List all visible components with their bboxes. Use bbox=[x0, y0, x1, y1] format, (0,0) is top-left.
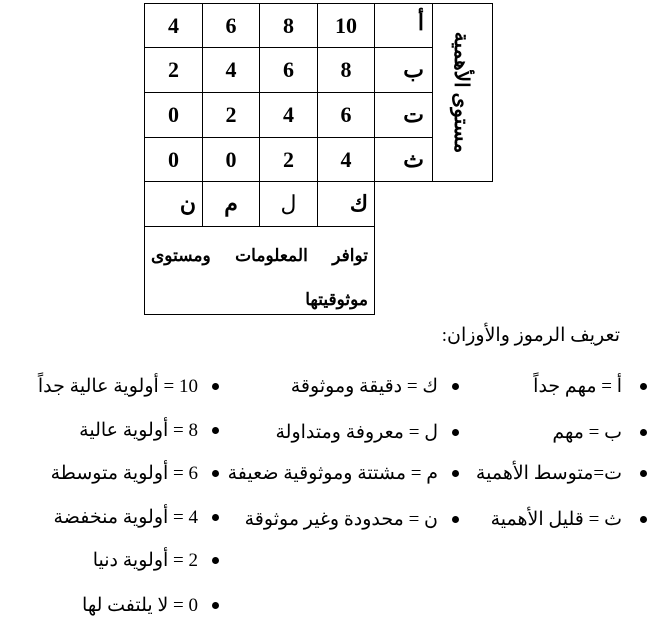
legend-item: ك = دقيقة وموثوقة bbox=[291, 375, 459, 398]
legend-item: أ = مهم جداً bbox=[533, 375, 647, 398]
legend-item: ل = معروفة ومتداولة bbox=[275, 421, 459, 444]
matrix-cell: 10 bbox=[335, 12, 357, 38]
bullet-icon bbox=[212, 427, 219, 434]
grid-line bbox=[492, 3, 493, 182]
legend-item: ب = مهم bbox=[552, 421, 647, 444]
bullet-icon bbox=[212, 514, 219, 521]
matrix-cell: 2 bbox=[168, 57, 179, 82]
matrix-cell: 4 bbox=[168, 12, 179, 38]
bullet-icon bbox=[640, 470, 647, 477]
bullet-icon bbox=[452, 429, 459, 436]
bullet-icon bbox=[452, 383, 459, 390]
matrix-cell: 4 bbox=[283, 102, 294, 127]
bullet-icon bbox=[452, 516, 459, 523]
legend-item: 10 = أولوية عالية جداً bbox=[38, 375, 219, 398]
matrix-cell: 4 bbox=[340, 146, 352, 172]
legend-item: ت=متوسط الأهمية bbox=[476, 462, 647, 485]
matrix-cell: 4 bbox=[225, 57, 237, 82]
matrix-cell: 8 bbox=[340, 57, 352, 82]
legend-title: تعريف الرموز والأوزان: bbox=[441, 325, 620, 346]
bullet-icon bbox=[452, 470, 459, 477]
row-label: ث bbox=[403, 146, 424, 172]
column-label: ك bbox=[349, 191, 368, 216]
matrix-cell: 6 bbox=[283, 57, 294, 82]
legend-item: ن = محدودة وغير موثوقة bbox=[245, 508, 459, 531]
availability-axis-label: توافر المعلومات ومستوى موثوقيتها bbox=[151, 246, 368, 309]
legend-item: م = مشتتة وموثوقية ضعيفة bbox=[228, 462, 459, 485]
column-label: م bbox=[224, 191, 238, 216]
legend-item: 0 = لا يلتفت لها bbox=[82, 594, 219, 617]
matrix-cell: 6 bbox=[340, 102, 352, 127]
bullet-icon bbox=[640, 383, 647, 390]
column-label: ل bbox=[280, 191, 297, 216]
legend-item: 2 = أولوية دنيا bbox=[93, 549, 219, 572]
legend-item: ث = قليل الأهمية bbox=[491, 508, 647, 531]
row-label: أ bbox=[417, 10, 424, 35]
matrix-cell: 0 bbox=[225, 146, 237, 172]
legend-item: 6 = أولوية متوسطة bbox=[51, 462, 219, 485]
bullet-icon bbox=[212, 602, 219, 609]
column-label: ن bbox=[179, 191, 196, 216]
bullet-icon bbox=[212, 383, 219, 390]
legend-item: 4 = أولوية منخفضة bbox=[54, 506, 219, 529]
matrix-cell: 2 bbox=[283, 146, 294, 172]
row-label: ب bbox=[403, 57, 424, 82]
matrix-cell: 6 bbox=[225, 12, 237, 38]
legend-item: 8 = أولوية عالية bbox=[79, 419, 219, 442]
matrix-cell: 0 bbox=[168, 102, 179, 127]
importance-axis-label bbox=[432, 3, 492, 182]
row-label: ت bbox=[403, 102, 424, 127]
bullet-icon bbox=[640, 516, 647, 523]
bullet-icon bbox=[212, 557, 219, 564]
bullet-icon bbox=[212, 470, 219, 477]
matrix-cell: 2 bbox=[225, 102, 237, 127]
bullet-icon bbox=[640, 429, 647, 436]
matrix-cell: 8 bbox=[283, 12, 294, 38]
importance-axis-text: مستوى الأهمية bbox=[450, 31, 473, 154]
matrix-cell: 0 bbox=[168, 146, 179, 172]
